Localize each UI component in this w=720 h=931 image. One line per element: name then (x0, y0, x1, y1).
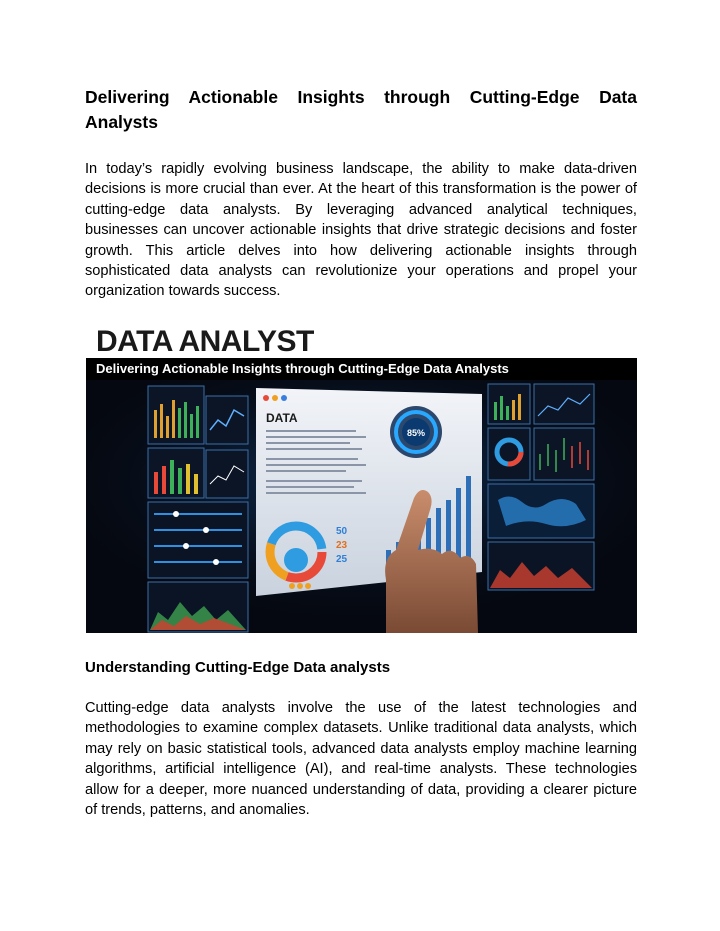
section-heading-block (85, 658, 637, 678)
panel-label: DATA (266, 411, 298, 425)
article-heading-block (85, 85, 637, 135)
stat-2: 23 (336, 540, 348, 551)
hero-subtitle: Delivering Actionable Insights through Cutting-Edge Data Analysts (96, 361, 509, 376)
gauge-value: 85% (407, 428, 426, 438)
section-paragraph: Cutting-edge data analysts involve the use of the latest technologies and methodologies to examine complex datasets. Unlike traditional data analysts, which may rely on basic statistical tools, advanced data analysts employ machine learning algorithms, artificial intelligence (AI), and real-time analysts. These technologies allow for a deeper, more nuanced understanding of data, providing a clearer picture of trends, patterns, and anomalies. (85, 700, 637, 819)
stat-3: 25 (336, 554, 348, 565)
intro-block (85, 159, 637, 302)
section-heading: Understanding Cutting-Edge Data analysts (85, 659, 391, 676)
left-dashboard-screens (148, 386, 248, 632)
right-dashboard-screens (488, 384, 594, 590)
article-title: Delivering Actionable Insights through Cutting-Edge Data Analysts (85, 87, 637, 132)
section-body-block (85, 698, 637, 820)
intro-paragraph: In today’s rapidly evolving business landscape, the ability to make data-driven decisions is more crucial than ever. At the heart of this transformation is the power of cutting-edge data analysts. By leveraging advanced analytical techniques, businesses can uncover actionable insights that drive strategic decisions and foster growth. This article delves into how delivering actionable insights through sophisticated data analysts can revolutionize your operations and propel your organization towards success. (85, 161, 637, 300)
dashboard-illustration (86, 380, 637, 633)
stat-1: 50 (336, 526, 348, 537)
hero-title-band (86, 322, 637, 358)
hero-image (86, 322, 637, 633)
hero-title: DATA ANALYST (96, 325, 314, 358)
hero-subtitle-band (86, 358, 637, 380)
